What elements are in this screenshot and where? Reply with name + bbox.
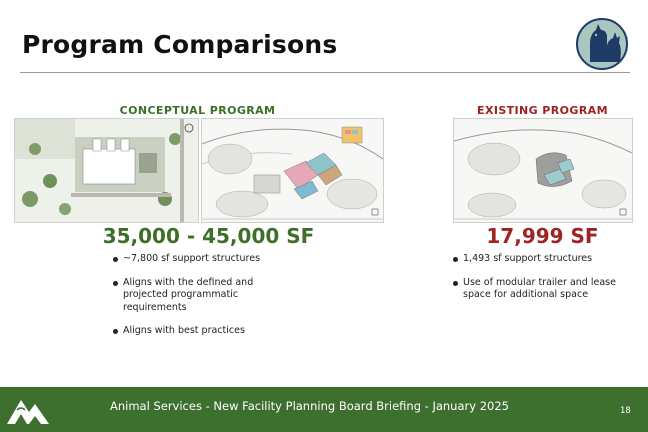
existing-bullet-list <box>452 253 622 313</box>
existing-site-plan <box>453 118 633 223</box>
conceptual-heading: CONCEPTUAL PROGRAM <box>119 104 276 117</box>
site-plan-image <box>454 119 632 222</box>
existing-heading: EXISTING PROGRAM <box>477 104 608 117</box>
conceptual-bullet-list <box>112 253 272 349</box>
conceptual-site-plan-aerial <box>14 118 199 223</box>
animal-services-logo-icon <box>576 18 628 70</box>
site-plan-image <box>202 119 383 222</box>
list-item: Aligns with best practices <box>112 325 272 338</box>
page-number: 18 <box>620 406 631 416</box>
conceptual-area: 35,000 - 45,000 SF <box>102 224 315 248</box>
footer-text: Animal Services - New Facility Planning Board Briefing - January 2025 <box>110 399 509 413</box>
list-item: ~7,800 sf support structures <box>112 253 272 266</box>
existing-area: 17,999 SF <box>486 224 599 248</box>
title-divider <box>20 72 630 73</box>
page-title: Program Comparisons <box>22 30 338 59</box>
conceptual-site-plan-option <box>201 118 384 223</box>
mountain-logo-icon <box>5 392 51 427</box>
list-item: Use of modular trailer and lease space for additional space <box>452 277 622 302</box>
list-item: 1,493 sf support structures <box>452 253 622 266</box>
list-item: Aligns with the defined and projected programmatic requirements <box>112 277 272 315</box>
site-plan-image <box>15 119 198 222</box>
